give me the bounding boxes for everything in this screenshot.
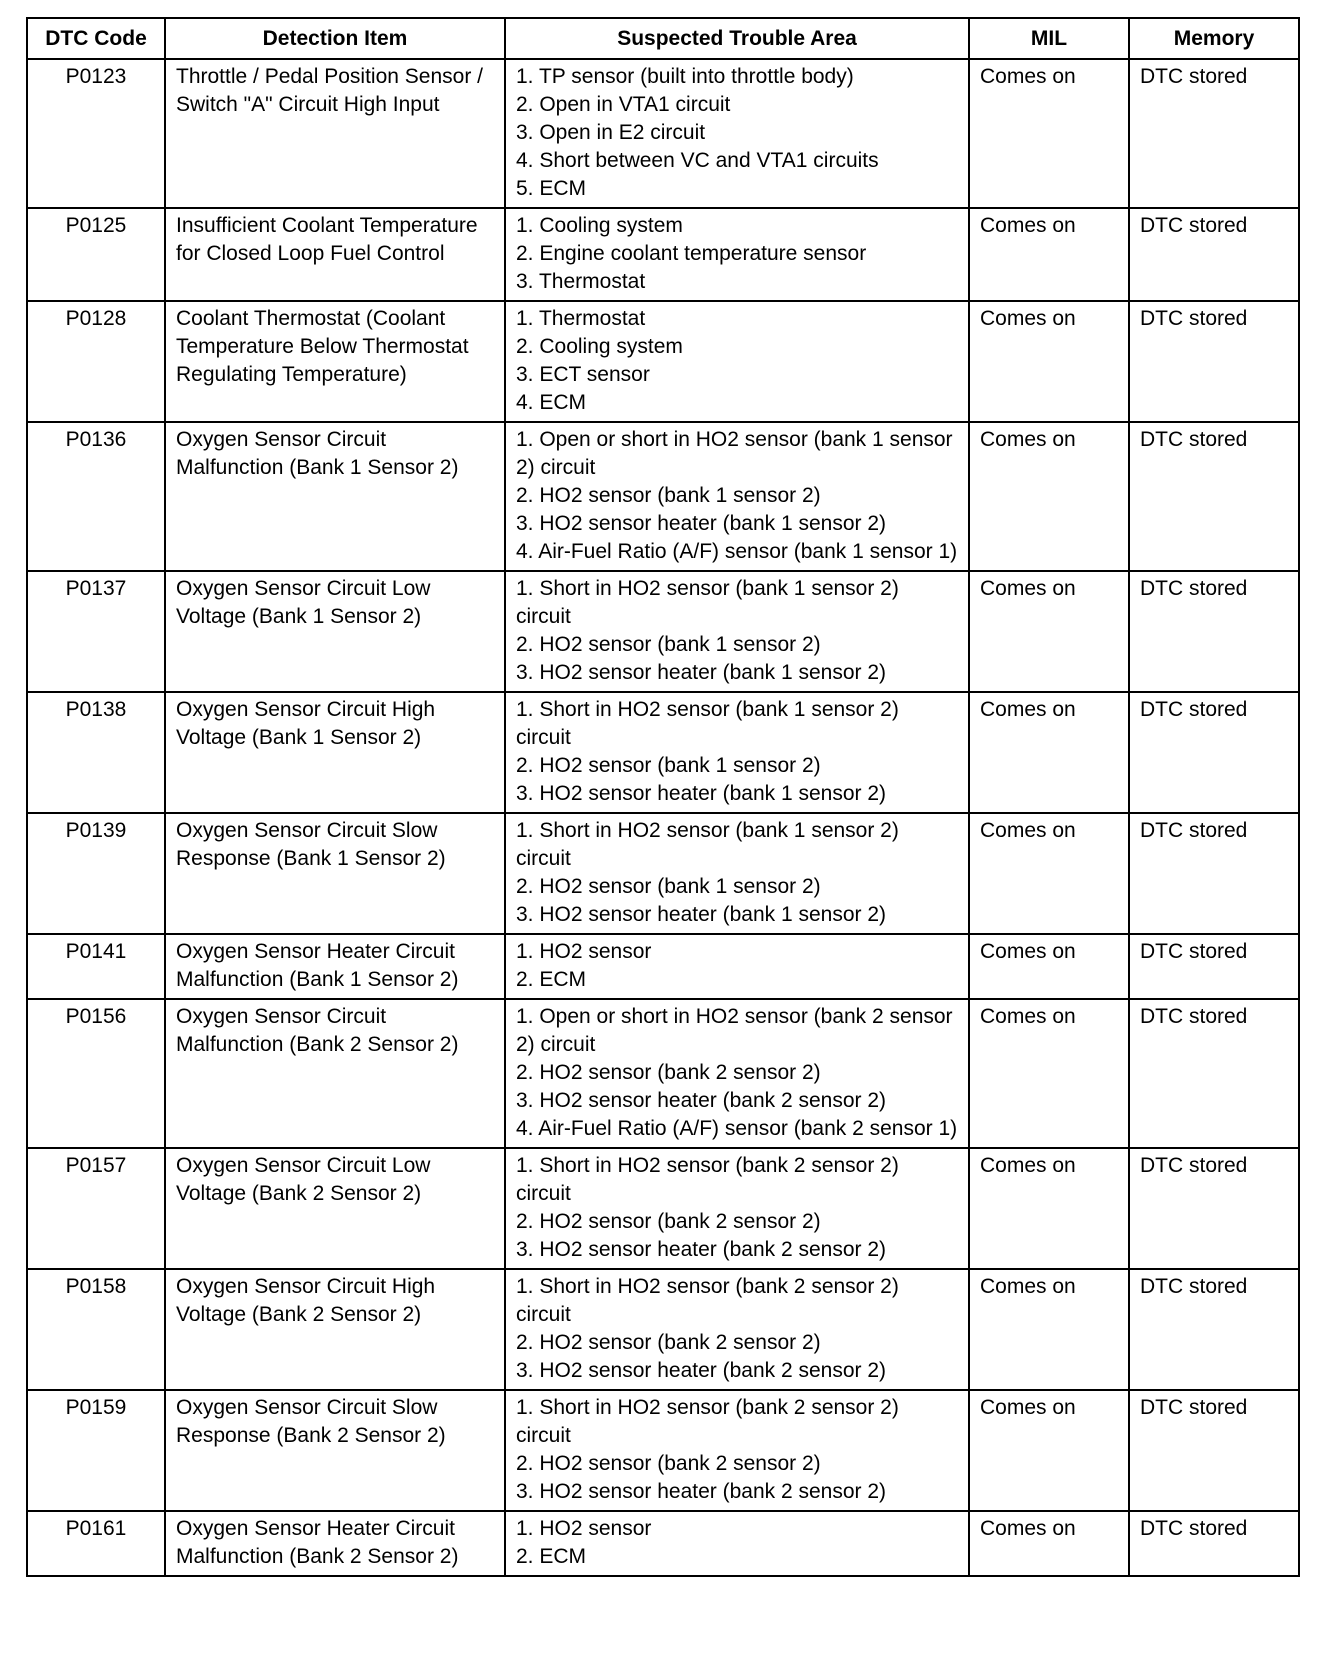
trouble-area-item: 4. ECM (516, 391, 587, 414)
memory-cell: DTC stored (1129, 999, 1299, 1148)
mil-cell: Comes on (969, 692, 1129, 813)
trouble-area-item: 1. TP sensor (built into throttle body) (516, 65, 854, 88)
trouble-area-item: 2. HO2 sensor (bank 1 sensor 2) (516, 484, 821, 507)
memory-cell: DTC stored (1129, 813, 1299, 934)
table-row (27, 813, 1299, 934)
trouble-area-item: 3. HO2 sensor heater (bank 1 sensor 2) (516, 782, 887, 805)
suspected-trouble-area-cell (505, 1511, 969, 1576)
table-row (27, 1511, 1299, 1576)
memory-cell: DTC stored (1129, 1390, 1299, 1511)
mil-cell: Comes on (969, 422, 1129, 571)
trouble-area-item: 2. Engine coolant temperature sensor (516, 242, 867, 265)
trouble-area-item: 3. HO2 sensor heater (bank 1 sensor 2) (516, 512, 887, 535)
suspected-trouble-area-cell (505, 934, 969, 999)
detection-item-cell: Oxygen Sensor Circuit Low Voltage (Bank 1 Sensor 2) (165, 571, 505, 692)
memory-cell: DTC stored (1129, 208, 1299, 301)
trouble-area-item: 3. ECT sensor (516, 363, 650, 386)
mil-cell: Comes on (969, 813, 1129, 934)
trouble-area-item: 1. Short in HO2 sensor (bank 2 sensor 2) circuit (516, 1275, 899, 1326)
dtc-code-cell: P0141 (27, 934, 165, 999)
trouble-area-item: 3. HO2 sensor heater (bank 2 sensor 2) (516, 1359, 887, 1382)
dtc-code-cell: P0159 (27, 1390, 165, 1511)
memory-cell: DTC stored (1129, 692, 1299, 813)
mil-cell: Comes on (969, 999, 1129, 1148)
table-body (27, 59, 1299, 1576)
mil-cell: Comes on (969, 1148, 1129, 1269)
mil-cell: Comes on (969, 571, 1129, 692)
trouble-area-item: 1. Short in HO2 sensor (bank 2 sensor 2) circuit (516, 1154, 899, 1205)
table-header (27, 18, 1299, 59)
mil-cell: Comes on (969, 59, 1129, 208)
trouble-area-item: 1. Cooling system (516, 214, 683, 237)
detection-item-cell: Oxygen Sensor Circuit High Voltage (Bank 1 Sensor 2) (165, 692, 505, 813)
header-detection-item: Detection Item (165, 18, 505, 59)
trouble-area-item: 1. HO2 sensor (516, 940, 652, 963)
suspected-trouble-area-cell (505, 692, 969, 813)
table-row (27, 692, 1299, 813)
trouble-area-item: 3. HO2 sensor heater (bank 2 sensor 2) (516, 1480, 887, 1503)
detection-item-cell: Coolant Thermostat (Coolant Temperature Below Thermostat Regulating Temperature) (165, 301, 505, 422)
table-row (27, 59, 1299, 208)
header-memory: Memory (1129, 18, 1299, 59)
suspected-trouble-area-cell (505, 1390, 969, 1511)
detection-item-cell: Oxygen Sensor Circuit Slow Response (Bank 1 Sensor 2) (165, 813, 505, 934)
detection-item-cell: Insufficient Coolant Temperature for Closed Loop Fuel Control (165, 208, 505, 301)
table-row (27, 1148, 1299, 1269)
trouble-area-item: 3. HO2 sensor heater (bank 2 sensor 2) (516, 1238, 887, 1261)
trouble-area-item: 3. Open in E2 circuit (516, 121, 706, 144)
trouble-area-item: 3. Thermostat (516, 270, 646, 293)
table-row (27, 301, 1299, 422)
dtc-code-cell: P0128 (27, 301, 165, 422)
table-row (27, 208, 1299, 301)
suspected-trouble-area-cell (505, 999, 969, 1148)
table-row (27, 571, 1299, 692)
trouble-area-item: 2. ECM (516, 1545, 587, 1568)
dtc-code-cell: P0123 (27, 59, 165, 208)
trouble-area-item: 2. HO2 sensor (bank 2 sensor 2) (516, 1210, 821, 1233)
dtc-code-cell: P0139 (27, 813, 165, 934)
table-row (27, 999, 1299, 1148)
suspected-trouble-area-cell (505, 1148, 969, 1269)
suspected-trouble-area-cell (505, 208, 969, 301)
trouble-area-item: 2. HO2 sensor (bank 1 sensor 2) (516, 875, 821, 898)
detection-item-cell: Oxygen Sensor Circuit Malfunction (Bank 1 Sensor 2) (165, 422, 505, 571)
trouble-area-item: 2. HO2 sensor (bank 2 sensor 2) (516, 1331, 821, 1354)
table-row (27, 1390, 1299, 1511)
suspected-trouble-area-cell (505, 571, 969, 692)
dtc-code-cell: P0125 (27, 208, 165, 301)
trouble-area-item: 2. HO2 sensor (bank 2 sensor 2) (516, 1452, 821, 1475)
suspected-trouble-area-cell (505, 422, 969, 571)
trouble-area-item: 3. HO2 sensor heater (bank 1 sensor 2) (516, 661, 887, 684)
trouble-area-item: 2. HO2 sensor (bank 1 sensor 2) (516, 633, 821, 656)
trouble-area-item: 1. Open or short in HO2 sensor (bank 1 sensor 2) circuit (516, 428, 953, 479)
memory-cell: DTC stored (1129, 571, 1299, 692)
suspected-trouble-area-cell (505, 813, 969, 934)
trouble-area-item: 3. HO2 sensor heater (bank 2 sensor 2) (516, 1089, 887, 1112)
table-row (27, 1269, 1299, 1390)
memory-cell: DTC stored (1129, 1269, 1299, 1390)
trouble-area-item: 1. Open or short in HO2 sensor (bank 2 sensor 2) circuit (516, 1005, 953, 1056)
detection-item-cell: Oxygen Sensor Circuit Malfunction (Bank 2 Sensor 2) (165, 999, 505, 1148)
memory-cell: DTC stored (1129, 934, 1299, 999)
trouble-area-item: 4. Short between VC and VTA1 circuits (516, 149, 879, 172)
header-suspected-trouble-area: Suspected Trouble Area (505, 18, 969, 59)
mil-cell: Comes on (969, 1511, 1129, 1576)
memory-cell: DTC stored (1129, 1511, 1299, 1576)
header-row (27, 18, 1299, 59)
detection-item-cell: Oxygen Sensor Circuit High Voltage (Bank 2 Sensor 2) (165, 1269, 505, 1390)
mil-cell: Comes on (969, 934, 1129, 999)
trouble-area-item: 1. Short in HO2 sensor (bank 1 sensor 2) circuit (516, 577, 899, 628)
dtc-code-cell: P0157 (27, 1148, 165, 1269)
memory-cell: DTC stored (1129, 1148, 1299, 1269)
detection-item-cell: Oxygen Sensor Circuit Low Voltage (Bank 2 Sensor 2) (165, 1148, 505, 1269)
dtc-code-cell: P0138 (27, 692, 165, 813)
trouble-area-item: 2. HO2 sensor (bank 1 sensor 2) (516, 754, 821, 777)
trouble-area-item: 2. Open in VTA1 circuit (516, 93, 731, 116)
memory-cell: DTC stored (1129, 301, 1299, 422)
memory-cell: DTC stored (1129, 422, 1299, 571)
memory-cell: DTC stored (1129, 59, 1299, 208)
trouble-area-item: 3. HO2 sensor heater (bank 1 sensor 2) (516, 903, 887, 926)
dtc-code-cell: P0137 (27, 571, 165, 692)
table-row (27, 422, 1299, 571)
dtc-code-cell: P0158 (27, 1269, 165, 1390)
detection-item-cell: Oxygen Sensor Heater Circuit Malfunction (Bank 1 Sensor 2) (165, 934, 505, 999)
suspected-trouble-area-cell (505, 1269, 969, 1390)
header-mil: MIL (969, 18, 1129, 59)
dtc-code-cell: P0136 (27, 422, 165, 571)
detection-item-cell: Oxygen Sensor Circuit Slow Response (Bank 2 Sensor 2) (165, 1390, 505, 1511)
trouble-area-item: 1. Short in HO2 sensor (bank 1 sensor 2) circuit (516, 698, 899, 749)
mil-cell: Comes on (969, 1269, 1129, 1390)
trouble-area-item: 1. Short in HO2 sensor (bank 2 sensor 2) circuit (516, 1396, 899, 1447)
trouble-area-item: 1. Short in HO2 sensor (bank 1 sensor 2) circuit (516, 819, 899, 870)
trouble-area-item: 4. Air-Fuel Ratio (A/F) sensor (bank 2 sensor 1) (516, 1117, 958, 1140)
trouble-area-item: 5. ECM (516, 177, 587, 200)
detection-item-cell: Oxygen Sensor Heater Circuit Malfunction (Bank 2 Sensor 2) (165, 1511, 505, 1576)
trouble-area-item: 2. ECM (516, 968, 587, 991)
mil-cell: Comes on (969, 301, 1129, 422)
mil-cell: Comes on (969, 1390, 1129, 1511)
suspected-trouble-area-cell (505, 59, 969, 208)
trouble-area-item: 4. Air-Fuel Ratio (A/F) sensor (bank 1 sensor 1) (516, 540, 958, 563)
dtc-code-cell: P0156 (27, 999, 165, 1148)
trouble-area-item: 2. HO2 sensor (bank 2 sensor 2) (516, 1061, 821, 1084)
dtc-table (26, 17, 1300, 1577)
trouble-area-item: 2. Cooling system (516, 335, 683, 358)
header-dtc-code: DTC Code (27, 18, 165, 59)
suspected-trouble-area-cell (505, 301, 969, 422)
mil-cell: Comes on (969, 208, 1129, 301)
table-row (27, 934, 1299, 999)
trouble-area-item: 1. HO2 sensor (516, 1517, 652, 1540)
trouble-area-item: 1. Thermostat (516, 307, 646, 330)
dtc-code-cell: P0161 (27, 1511, 165, 1576)
detection-item-cell: Throttle / Pedal Position Sensor / Switch "A" Circuit High Input (165, 59, 505, 208)
